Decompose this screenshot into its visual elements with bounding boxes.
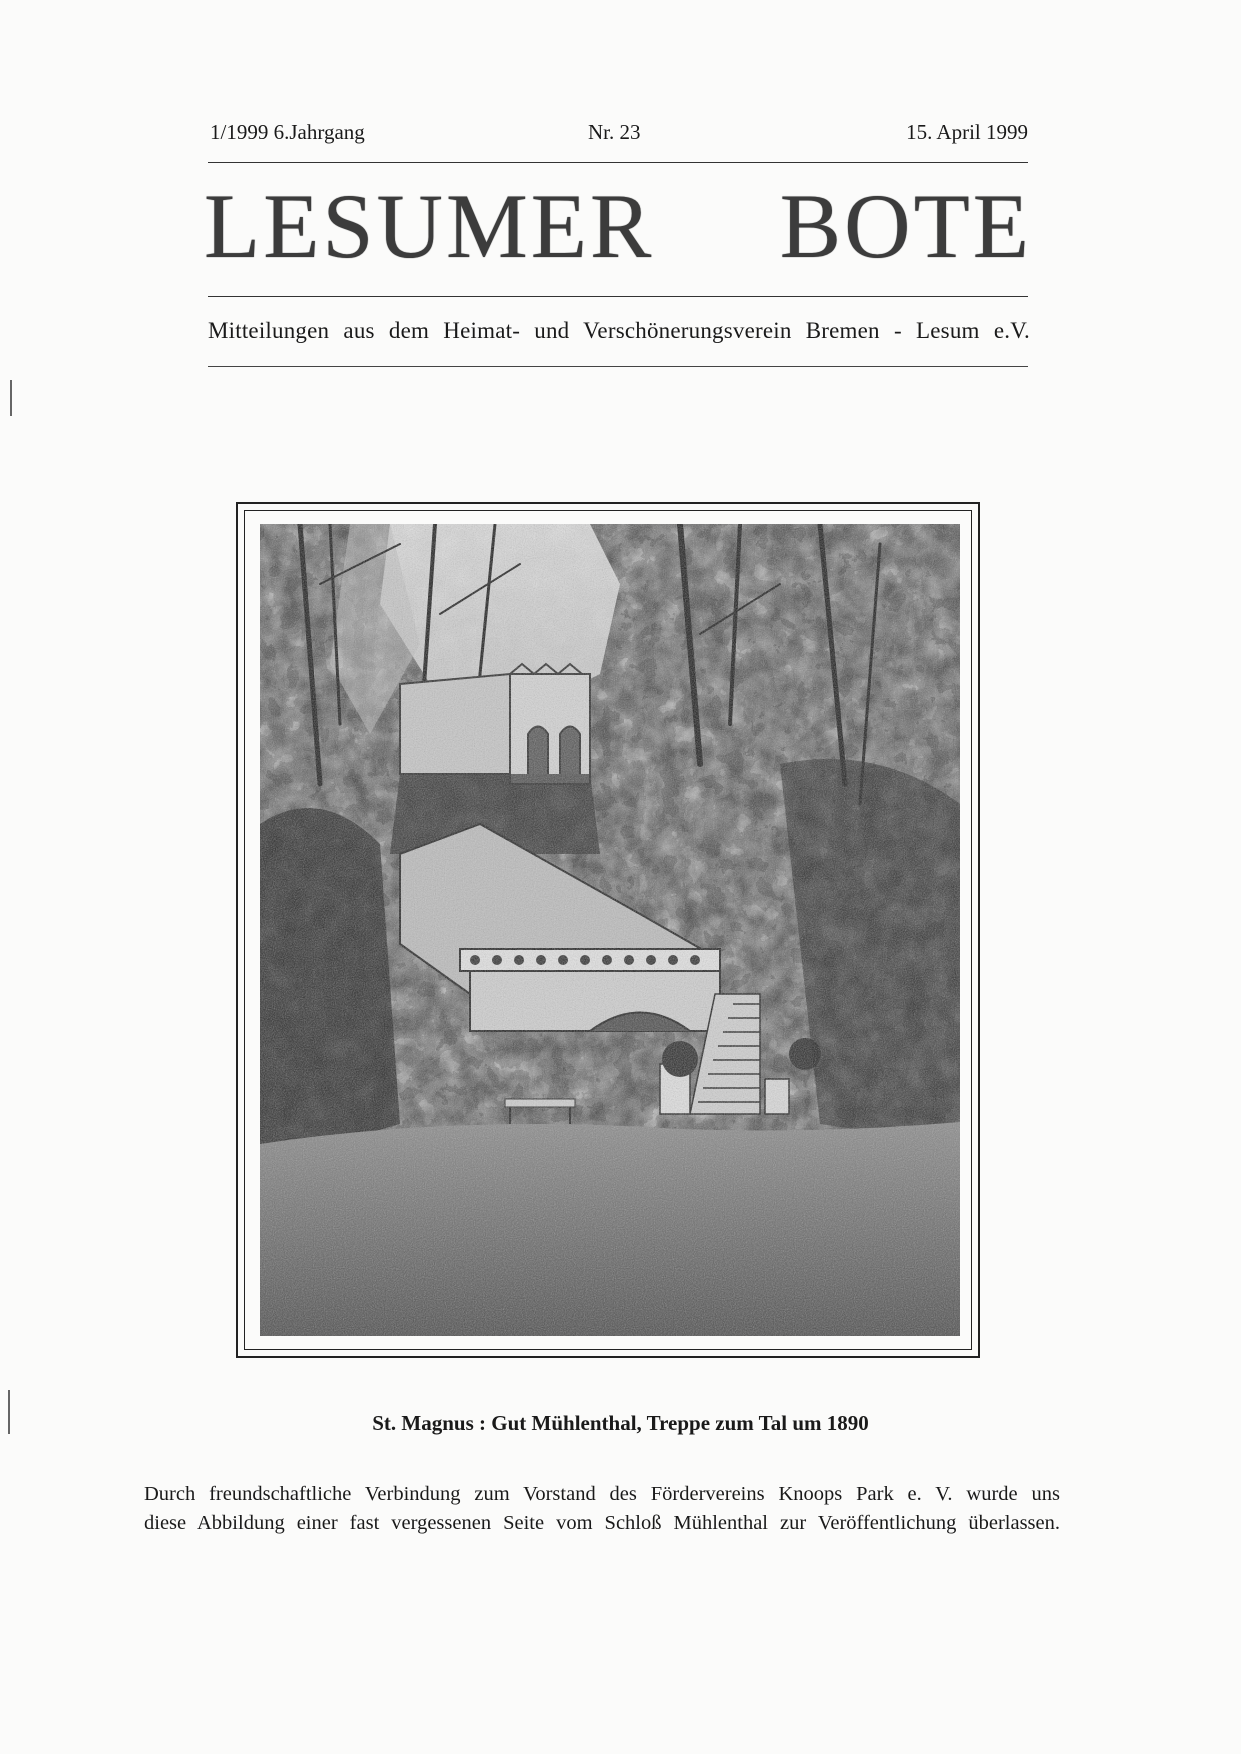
historic-photo-icon <box>260 524 960 1336</box>
historic-photo-manor-staircase <box>260 524 960 1336</box>
masthead-title <box>204 176 1032 276</box>
body-paragraph <box>144 1480 1060 1538</box>
body-line-2: diese Abbildung einer fast vergessenen Seite vom Schloß Mühlenthal zur Veröffentlichung überlassen. <box>144 1512 1060 1534</box>
issue-date: 15. April 1999 <box>906 120 1028 144</box>
masthead-divider <box>208 296 1028 297</box>
photo-caption: St. Magnus : Gut Mühlenthal, Treppe zum Tal um 1890 <box>372 1411 869 1435</box>
issue-number: Nr. 23 <box>588 120 641 144</box>
issue-year-volume: 1/1999 6.Jahrgang <box>210 120 365 144</box>
scan-artifact-mark <box>10 380 12 416</box>
body-line-1: Durch freundschaftliche Verbindung zum Vorstand des Fördervereins Knoops Park e. V. wurde uns <box>144 1483 1060 1505</box>
header-divider <box>208 162 1028 163</box>
scan-artifact-mark <box>8 1390 10 1434</box>
subtitle-divider <box>208 366 1028 367</box>
masthead-word-lesumer: LESUMER <box>204 175 655 277</box>
photo-frame <box>236 502 980 1358</box>
masthead-word-bote: BOTE <box>779 175 1032 277</box>
issue-header <box>210 120 1028 150</box>
subtitle: Mitteilungen aus dem Heimat- und Verschönerungsverein Bremen - Lesum e.V. <box>208 318 1030 343</box>
